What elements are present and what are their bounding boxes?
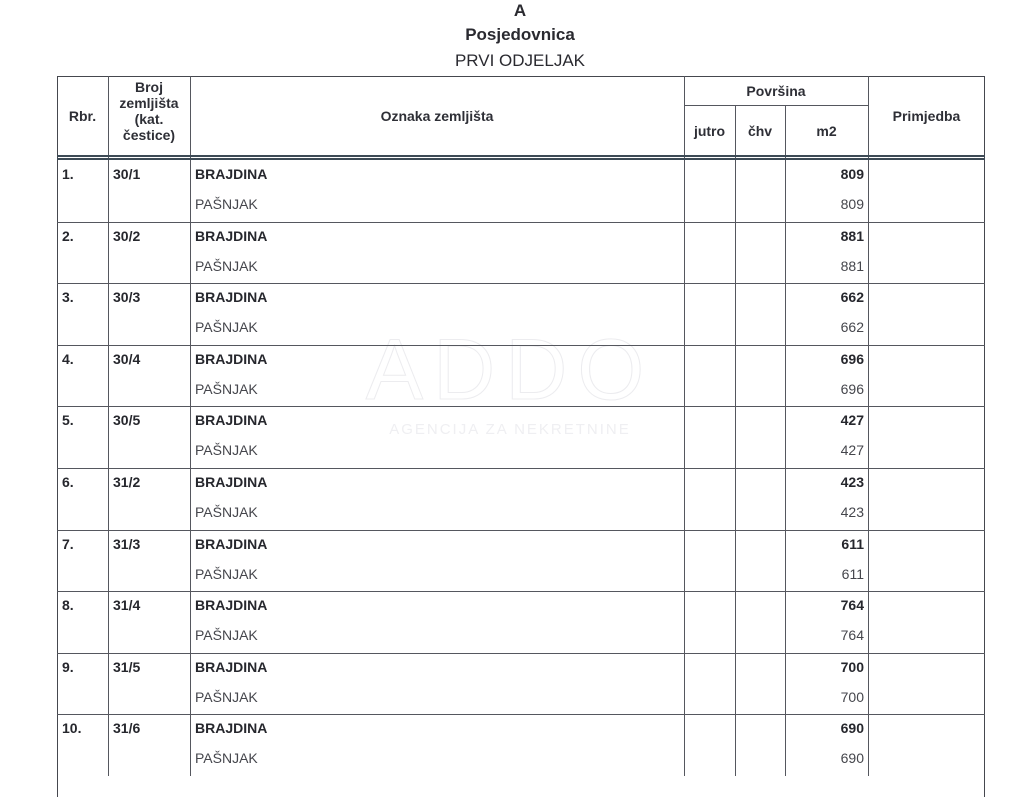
parcel-number: 30/3 — [113, 289, 141, 306]
area-m2-total: 881 — [840, 227, 864, 244]
area-m2: 690 — [840, 750, 864, 767]
area-m2-total: 696 — [840, 350, 864, 367]
land-use: PAŠNJAK — [195, 688, 258, 705]
row-divider — [57, 406, 985, 407]
area-m2: 423 — [840, 504, 864, 520]
parcel-number: 31/5 — [113, 658, 141, 675]
watermark-logo: ADDO — [365, 322, 655, 418]
header-chv: čhv — [747, 123, 773, 139]
parcel-name: BRAJDINA — [195, 597, 268, 614]
row-divider — [57, 591, 985, 592]
section-letter: A — [513, 1, 527, 20]
area-m2: 764 — [840, 627, 864, 644]
row-divider — [57, 714, 985, 715]
row-number: 3. — [62, 289, 74, 306]
area-m2-total: 700 — [840, 658, 864, 675]
land-use: PAŠNJAK — [195, 196, 258, 212]
table-row — [57, 714, 985, 776]
area-m2: 611 — [841, 565, 864, 582]
table-row — [57, 160, 985, 222]
parcel-name: BRAJDINA — [195, 166, 268, 182]
row-number: 6. — [62, 474, 74, 490]
parcel-name: BRAJDINA — [195, 289, 268, 306]
parcel-number: 30/1 — [113, 166, 141, 182]
header-jutro: jutro — [693, 123, 726, 139]
table-row — [57, 345, 985, 407]
table-row — [57, 406, 985, 468]
row-divider — [57, 283, 985, 284]
header-rbr: Rbr. — [68, 108, 97, 124]
row-divider — [57, 468, 985, 469]
row-divider — [57, 222, 985, 223]
row-number: 2. — [62, 227, 74, 244]
land-use: PAŠNJAK — [195, 380, 258, 397]
table-row — [57, 530, 985, 592]
parcel-name: BRAJDINA — [195, 535, 268, 552]
watermark-tagline: AGENCIJA ZA NEKRETNINE — [389, 421, 631, 438]
table-row — [57, 222, 985, 284]
document-subtitle: PRVI ODJELJAK — [454, 51, 586, 70]
parcel-number: 30/5 — [113, 412, 141, 429]
row-number: 5. — [62, 412, 74, 429]
parcel-number: 31/6 — [113, 720, 141, 737]
area-m2-total: 809 — [840, 166, 864, 182]
table-row — [57, 283, 985, 345]
header-oznaka: Oznaka zemljišta — [380, 108, 494, 124]
row-number: 1. — [62, 166, 74, 182]
table-row — [57, 468, 985, 530]
header-m2: m2 — [816, 123, 837, 139]
area-m2-total: 427 — [840, 412, 864, 429]
area-m2-total: 611 — [841, 535, 864, 552]
area-m2: 662 — [840, 319, 864, 336]
land-use: PAŠNJAK — [195, 750, 258, 767]
parcel-name: BRAJDINA — [195, 720, 268, 737]
area-m2: 809 — [840, 196, 864, 212]
header-primjedba: Primjedba — [892, 108, 961, 124]
land-parcel-table — [57, 76, 985, 776]
parcel-number: 31/4 — [113, 597, 141, 614]
header-broj-line: zemljišta — [119, 95, 179, 111]
parcel-name: BRAJDINA — [195, 658, 268, 675]
document-title: Posjedovnica — [465, 25, 575, 44]
area-m2-total: 423 — [840, 474, 864, 490]
row-divider — [57, 653, 985, 654]
row-number: 9. — [62, 658, 74, 675]
area-m2: 881 — [840, 257, 864, 274]
land-use: PAŠNJAK — [195, 627, 258, 644]
parcel-name: BRAJDINA — [195, 227, 268, 244]
area-m2: 427 — [840, 442, 864, 459]
row-number: 10. — [62, 720, 82, 737]
header-divider — [57, 155, 985, 157]
povrsina-divider — [684, 105, 868, 106]
parcel-number: 31/3 — [113, 535, 141, 552]
header-broj-line: Broj — [135, 79, 163, 95]
area-m2-total: 764 — [840, 597, 864, 614]
parcel-number: 30/2 — [113, 227, 141, 244]
area-m2: 700 — [840, 688, 864, 705]
header-povrsina: Površina — [746, 83, 806, 99]
area-m2-total: 662 — [840, 289, 864, 306]
row-number: 4. — [62, 350, 74, 367]
row-divider — [57, 530, 985, 531]
row-number: 7. — [62, 535, 74, 552]
land-use: PAŠNJAK — [195, 504, 258, 520]
parcel-name: BRAJDINA — [195, 412, 268, 429]
parcel-name: BRAJDINA — [195, 474, 268, 490]
header-broj-line: (kat. — [134, 111, 164, 127]
row-divider — [57, 345, 985, 346]
table-row — [57, 653, 985, 715]
table-row — [57, 591, 985, 653]
area-m2-total: 690 — [840, 720, 864, 737]
header-broj — [108, 79, 190, 143]
header-broj-line: čestice) — [122, 127, 176, 143]
land-use: PAŠNJAK — [195, 319, 258, 336]
land-use: PAŠNJAK — [195, 442, 258, 459]
area-m2: 696 — [840, 380, 864, 397]
parcel-number: 30/4 — [113, 350, 141, 367]
parcel-number: 31/2 — [113, 474, 141, 490]
row-number: 8. — [62, 597, 74, 614]
land-use: PAŠNJAK — [195, 565, 258, 582]
land-use: PAŠNJAK — [195, 257, 258, 274]
parcel-name: BRAJDINA — [195, 350, 268, 367]
